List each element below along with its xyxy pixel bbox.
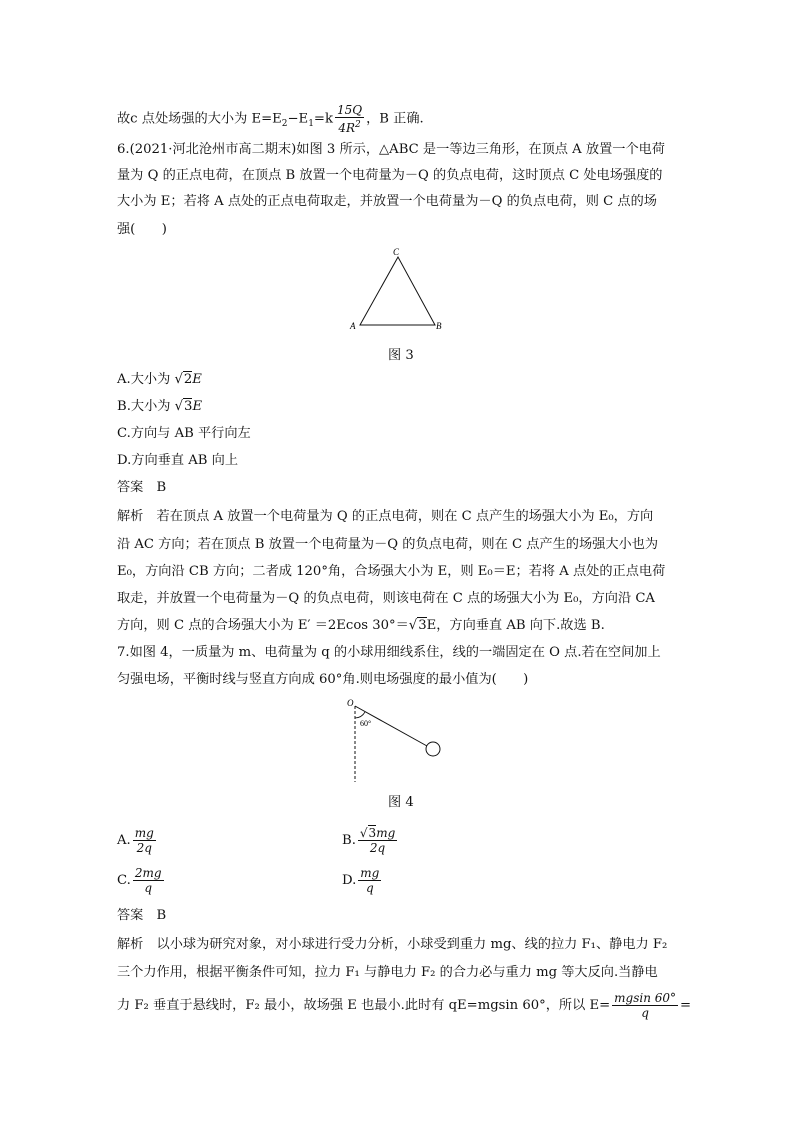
q7-exp3-den: q [641, 1006, 649, 1020]
q7-opt-a-den: 2q [136, 841, 152, 855]
figure-4-caption: 图 4 [388, 795, 414, 810]
q6-exp5-text: 方向，则 C 点的合场强大小为 E′ ＝2Ecos 30°＝ [117, 618, 409, 633]
q7-opt-c-label: C. [117, 873, 131, 888]
q6-exp5-rad: 3 [418, 618, 427, 633]
q7-opt-b-rad: 3 [368, 826, 377, 840]
q7-opt-b-num-text: mg [376, 826, 396, 840]
triangle-figure [345, 245, 455, 335]
ball [426, 742, 440, 756]
q6-line-3: 大小为 E；若将 A 点处的正点电荷取走，并放置一个电荷量为－Q 的负点电荷，则 C 点的场 [117, 194, 657, 209]
q7-explanation-3 [117, 991, 691, 1025]
q6-line-2: 量为 Q 的正点电荷，在顶点 B 放置一个电荷量为－Q 的负点电荷，这时顶点 C 处电场强度的 [117, 168, 663, 183]
label-c: C [393, 247, 400, 257]
q6-explanation-2: 沿 AC 方向；若在顶点 B 放置一个电荷量为－Q 的负点电荷，则在 C 点产生的场强大小也为 [117, 537, 659, 552]
q7-line-1: 7.如图 4，一质量为 m、电荷量为 q 的小球用细线系住，线的一端固定在 O 点.若在空间加上 [117, 645, 661, 660]
prev-mid: −E [287, 111, 309, 127]
q7-explanation-1: 解析 以小球为研究对象，对小球进行受力分析，小球受到重力 mg、线的拉力 F₁、静电力 F₂ [117, 937, 668, 952]
q7-exp3-num: mgsin 60° [614, 991, 677, 1005]
q7-answer: 答案 B [117, 908, 167, 923]
label-o: O [347, 698, 354, 708]
prev-fraction [335, 103, 364, 135]
q6-option-d: D.方向垂直 AB 向上 [117, 453, 239, 468]
q7-option-d [342, 866, 383, 900]
label-a: A [350, 321, 356, 331]
q7-opt-d-fraction [358, 866, 381, 895]
q7-option-c [117, 866, 166, 900]
q6-opt-a-tail: E [192, 372, 202, 387]
q6-option-b [117, 398, 202, 416]
sqrt-2: √2 [174, 372, 193, 387]
q6-exp5-tail: E，方向垂直 AB 向下.故选 B. [426, 618, 605, 633]
q7-exp3-tail: = [680, 998, 692, 1013]
q6-explanation-5 [117, 617, 605, 635]
pendulum-figure [345, 696, 455, 786]
q7-option-b [342, 826, 399, 860]
q6-opt-b-text: B.大小为 [117, 399, 175, 414]
q6-line-1: 6.(2021·河北沧州市高二期末)如图 3 所示，△ABC 是一等边三角形，在顶点 A 放置一个电荷 [117, 142, 665, 157]
q6-option-c: C.方向与 AB 平行向左 [117, 426, 251, 441]
q7-opt-a-num: mg [134, 826, 154, 840]
q6-exp5-sqrt: √3 [408, 618, 427, 633]
q7-opt-c-num: 2mg [134, 866, 162, 880]
figure-3-caption: 图 3 [388, 348, 414, 363]
triangle-abc [360, 257, 435, 325]
q7-opt-c-fraction [133, 866, 164, 895]
q6-opt-b-rad: 3 [184, 399, 193, 414]
angle-label: 60° [360, 719, 372, 728]
prev-conclusion: 故c 点处场强的大小为 $E=E_2-E_1=k$ $\frac{15Q}{4R^2}$ ，B 正确. [117, 103, 424, 135]
q7-opt-c-den: q [144, 881, 152, 895]
prev-frac-den: $4R^2$ [338, 120, 361, 135]
q7-opt-b-den: 2q [369, 841, 386, 855]
prev-frac-den-text: 4R [338, 121, 355, 135]
q7-opt-d-num: mg [360, 866, 380, 880]
q7-opt-d-label: D. [342, 873, 357, 888]
q7-exp3-text: 力 F₂ 垂直于悬线时，F₂ 最小，故场强 E 也最小.此时有 qE=mgsin 60°，所以 E= [117, 998, 611, 1013]
q6-option-a [117, 371, 202, 389]
q7-options-row-1 [117, 826, 158, 860]
q6-explanation-3: E₀，方向沿 CB 方向；二者成 120°角，合场强大小为 E，则 E₀＝E；若将 A 点处的正点电荷 [117, 564, 666, 579]
q7-opt-b-sqrt: √3 [359, 826, 377, 840]
prev-frac-num: 15Q [336, 103, 363, 117]
prev-eq: =k [313, 111, 333, 127]
q7-opt-b-label: B. [342, 833, 356, 848]
q7-opt-d-den: q [365, 881, 374, 895]
label-b: B [436, 321, 442, 331]
q6-line-4: 强( ) [117, 222, 167, 237]
q7-explanation-2: 三个力作用，根据平衡条件可知，拉力 F₁ 与静电力 F₂ 的合力必与重力 mg 等大反向.当静电 [117, 965, 658, 980]
q7-exp3-fraction [612, 991, 678, 1020]
q7-line-2: 匀强电场，平衡时线与竖直方向成 60°角.则电场强度的最小值为( ) [117, 672, 529, 687]
q7-opt-b-fraction [358, 826, 397, 855]
q6-opt-b-tail: E [192, 399, 203, 414]
q7-opt-a-fraction [133, 826, 156, 855]
q7-opt-a-label: A. [117, 833, 131, 848]
angle-arc [355, 712, 365, 718]
q6-explanation-4: 取走，并放置一个电荷量为－Q 的负点电荷，则该电荷在 C 点的场强大小为 E₀，方向沿 CA [117, 591, 655, 606]
prev-prefix: 故c 点处场强的大小为 E=E [117, 111, 282, 127]
q7-opt-b-num [358, 826, 397, 841]
q6-opt-a-rad: 2 [183, 372, 193, 387]
q6-explanation-1: 解析 若在顶点 A 放置一个电荷量为 Q 的正点电荷，则在 C 点产生的场强大小为 E₀，方向 [117, 509, 654, 524]
prev-suffix: ，B 正确. [366, 111, 424, 127]
q6-answer: 答案 B [117, 480, 167, 495]
q6-opt-a-text: A.大小为 [117, 372, 175, 387]
sqrt-3: √3 [174, 399, 193, 414]
